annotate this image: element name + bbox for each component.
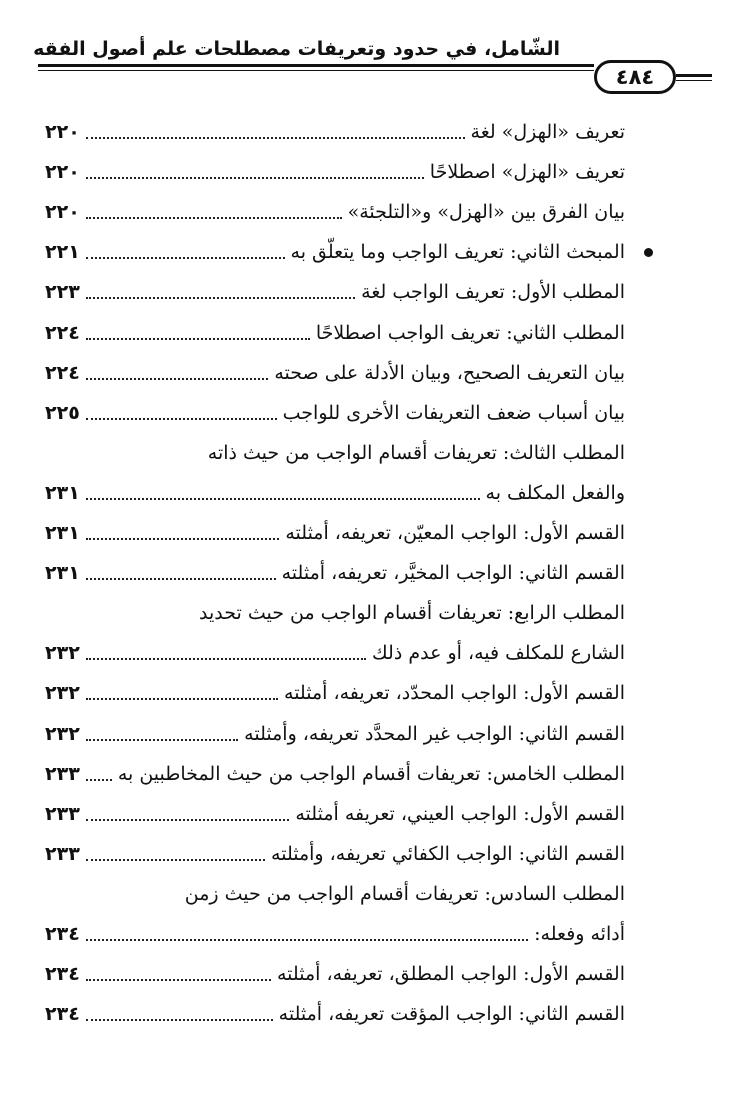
toc-entry	[45, 274, 625, 310]
toc-leader-dots	[86, 177, 424, 179]
toc-entry-title: المطلب السادس: تعريفات أقسام الواجب من حيث زمن	[184, 883, 625, 905]
toc-entry-page: ٢٣١	[45, 562, 80, 584]
toc-leader-dots	[86, 297, 355, 299]
toc-entry-page: ٢٣٢	[45, 642, 80, 664]
toc-entry	[45, 996, 625, 1032]
toc-leader-dots	[86, 217, 342, 219]
toc-entry-title: القسم الأول: الواجب المطلق، تعريفه، أمثلته	[277, 963, 625, 985]
toc-entry-page: ٢٢٣	[45, 281, 80, 303]
toc-entry-page: ٢٢١	[45, 241, 80, 263]
toc-entry-page: ٢٢٠	[45, 161, 80, 183]
toc-entry-page: ٢٣٢	[45, 682, 80, 704]
page-number: ٤٨٤	[594, 60, 676, 94]
toc-leader-dots	[86, 859, 265, 861]
toc-entry	[45, 836, 625, 872]
toc-entry-page: ٢٣٤	[45, 1003, 80, 1025]
toc-leader-dots	[86, 739, 238, 741]
toc-entry	[45, 395, 625, 431]
toc-entry-title: القسم الثاني: الواجب المؤقت تعريفه، أمثلته	[278, 1003, 625, 1025]
toc-entry-page: ٢٣٢	[45, 723, 80, 745]
toc-entry-title: الشارع للمكلف فيه، أو عدم ذلك	[372, 642, 625, 664]
toc-entry	[45, 435, 625, 471]
toc-leader-dots	[86, 498, 480, 500]
toc-entry-title: القسم الثاني: الواجب غير المحدَّد تعريفه، وأمثلته	[244, 723, 625, 745]
toc-leader-dots	[86, 979, 271, 981]
toc-entry	[45, 355, 625, 391]
toc-leader-dots	[86, 378, 269, 380]
toc-entry-title: القسم الأول: الواجب المحدّد، تعريفه، أمثلته	[284, 682, 625, 704]
toc-entry-page: ٢٢٠	[45, 201, 80, 223]
toc-leader-dots	[86, 338, 310, 340]
toc-leader-dots	[86, 257, 285, 259]
toc-entry	[45, 555, 625, 591]
toc-entry	[45, 876, 625, 912]
toc-entry	[45, 475, 625, 511]
toc-leader-dots	[86, 939, 528, 941]
toc-leader-dots	[86, 779, 112, 781]
toc-entry	[45, 515, 625, 551]
toc-entry-title: بيان التعريف الصحيح، وبيان الأدلة على صحته	[274, 362, 625, 384]
toc-entry-page: ٢٣١	[45, 522, 80, 544]
toc-entry-page: ٢٢٤	[45, 362, 80, 384]
toc-entry-title: المطلب الرابع: تعريفات أقسام الواجب من حيث تحديد	[199, 602, 625, 624]
toc-entry-title: المطلب الخامس: تعريفات أقسام الواجب من حيث المخاطبين به	[117, 763, 625, 785]
toc-leader-dots	[86, 1019, 273, 1021]
toc-entry-page: ٢٢٥	[45, 402, 80, 424]
toc-entry-title: بيان الفرق بين «الهزل» و«التلجئة»	[347, 201, 625, 223]
toc-entry-title: بيان أسباب ضعف التعريفات الأخرى للواجب	[282, 402, 625, 424]
toc-entry	[45, 315, 625, 351]
toc-entry	[45, 956, 625, 992]
toc-entry	[45, 716, 625, 752]
toc-entry-title: المبحث الثاني: تعريف الواجب وما يتعلّق به	[290, 241, 625, 263]
toc-leader-dots	[86, 538, 280, 540]
toc-entry-page: ٢٣٣	[45, 763, 80, 785]
toc-entry-title: القسم الثاني: الواجب الكفائي تعريفه، وأمثلته	[271, 843, 625, 865]
toc-entry-title: تعريف «الهزل» لغة	[470, 121, 625, 143]
toc-entry	[45, 675, 625, 711]
toc-leader-dots	[86, 418, 277, 420]
toc-entry-title: القسم الأول: الواجب المعيّن، تعريفه، أمثلته	[285, 522, 625, 544]
toc-entry-title: تعريف «الهزل» اصطلاحًا	[429, 161, 625, 183]
toc-entry	[45, 154, 625, 190]
toc-entry-title: أدائه وفعله:	[534, 923, 625, 945]
bullet-icon	[644, 248, 653, 257]
toc-entry	[45, 635, 625, 671]
toc-entry	[45, 194, 625, 230]
toc-entry-title: المطلب الأول: تعريف الواجب لغة	[361, 281, 625, 303]
toc-entry-title: المطلب الثالث: تعريفات أقسام الواجب من حيث ذاته	[207, 442, 625, 464]
toc-entry	[45, 756, 625, 792]
toc-entry	[45, 114, 625, 150]
toc-entry	[45, 595, 625, 631]
toc-entry-page: ٢٣٤	[45, 923, 80, 945]
running-header-title: الشّامل، في حدود وتعريفات مصطلحات علم أصول الفقه	[33, 38, 560, 60]
toc-leader-dots	[86, 698, 278, 700]
toc-leader-dots	[86, 819, 290, 821]
toc-leader-dots	[86, 137, 465, 139]
toc-entry-page: ٢٣٣	[45, 803, 80, 825]
toc-leader-dots	[86, 658, 366, 660]
toc-entry-title: القسم الأول: الواجب العيني، تعريفه أمثلته	[295, 803, 625, 825]
toc-leader-dots	[86, 578, 276, 580]
toc-entry-page: ٢٣٣	[45, 843, 80, 865]
toc-entry	[45, 796, 625, 832]
toc-entry-page: ٢٢٤	[45, 322, 80, 344]
toc-entry-title: والفعل المكلف به	[485, 482, 625, 504]
toc-entry-title: المطلب الثاني: تعريف الواجب اصطلاحًا	[315, 322, 625, 344]
toc-entry-page: ٢٣١	[45, 482, 80, 504]
toc-entry-page: ٢٢٠	[45, 121, 80, 143]
toc-entry	[45, 916, 625, 952]
toc-entry	[45, 234, 625, 270]
toc-entry-page: ٢٣٤	[45, 963, 80, 985]
toc-entry-title: القسم الثاني: الواجب المخيَّر، تعريفه، أمثلته	[281, 562, 625, 584]
